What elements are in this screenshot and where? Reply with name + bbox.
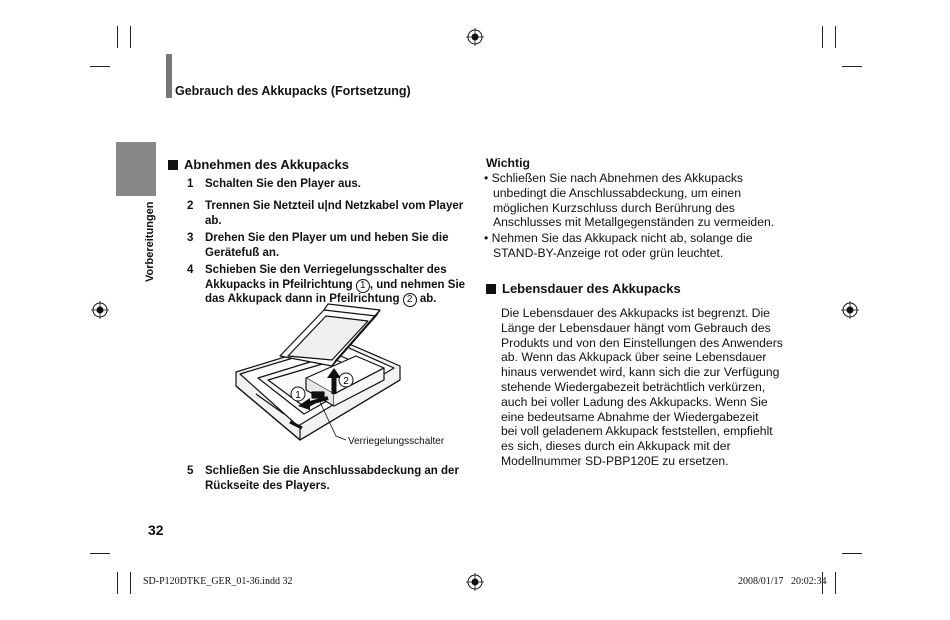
crop-mark xyxy=(130,26,131,48)
section-heading-text: Abnehmen des Akkupacks xyxy=(184,157,349,172)
paragraph-line: auch bei voller Ladung des Akkupacks. Wenn Sie xyxy=(501,394,768,409)
crop-mark xyxy=(835,26,836,48)
section-tab xyxy=(116,142,156,196)
square-bullet-icon xyxy=(486,284,496,294)
crop-mark xyxy=(90,66,110,67)
bullet-line: • Schließen Sie nach Abnehmen des Akkupacks xyxy=(484,171,744,185)
step-number: 3 xyxy=(187,232,194,244)
bullet-line: unbedingt die Anschlussabdeckung, um einen xyxy=(493,185,741,200)
registration-mark-icon xyxy=(91,301,109,319)
step-number: 2 xyxy=(187,200,194,212)
crop-mark xyxy=(90,553,110,554)
step-item xyxy=(187,464,477,494)
bullet-line: Anschlusses mit Metallgegenständen zu vermeiden. xyxy=(493,215,775,230)
print-slug-date: 2008/01/17 xyxy=(738,576,784,587)
step-text: Rückseite des Players. xyxy=(205,479,330,492)
section-heading-remove-battery xyxy=(168,157,349,172)
section-heading-text: Lebensdauer des Akkupacks xyxy=(502,281,681,296)
paragraph-line: stehende Wiedergabezeit beträchtlich verkürzen, xyxy=(501,380,766,394)
step-text: das Akkupack dann in Pfeilrichtung xyxy=(205,293,403,305)
crop-mark xyxy=(842,66,862,67)
print-slug-filename: SD-P120DTKE_GER_01-36.indd 32 xyxy=(143,576,293,587)
bullet-line: möglichen Kurzschluss durch Berührung des xyxy=(493,200,735,215)
circled-number-icon: 1 xyxy=(356,279,370,293)
battery-removal-illustration xyxy=(228,300,450,450)
important-heading: Wichtig xyxy=(486,156,530,170)
paragraph-line: Länge der Lebensdauer hängt vom Gebrauch des xyxy=(501,320,771,335)
registration-mark-icon xyxy=(466,573,484,591)
page-number: 32 xyxy=(148,522,164,538)
step-text: ab. xyxy=(416,293,437,305)
crop-mark xyxy=(117,572,118,594)
step-item xyxy=(187,177,477,193)
step-text: Trennen Sie Netzteil u|nd Netzkabel vom Player xyxy=(205,200,464,212)
bullet-line: • Nehmen Sie das Akkupack nicht ab, solange die xyxy=(484,231,753,245)
crop-mark xyxy=(822,26,823,48)
crop-mark xyxy=(835,572,836,594)
step-text: Schalten Sie den Player aus. xyxy=(205,178,361,190)
paragraph-line: es sich, dieses durch ein Akkupack mit der xyxy=(501,439,731,454)
step-text: Gerätefuß an. xyxy=(205,246,280,259)
step-number: 5 xyxy=(187,465,194,477)
paragraph-line: bei voll geladenem Akkupack feststellen, empfiehlt xyxy=(501,424,773,439)
section-heading-battery-life xyxy=(486,281,681,296)
crop-mark xyxy=(117,26,118,48)
paragraph-line: eine bedeutsame Abnahme der Wiedergabezeit xyxy=(501,409,759,424)
circled-number-icon: 2 xyxy=(403,293,417,307)
figure-label-2: 2 xyxy=(343,376,349,387)
paragraph-line: Produkts und von den Einstellungen des Anwenders xyxy=(501,335,783,350)
figure-label-1: 1 xyxy=(295,390,301,401)
paragraph-line: hinaus verwendet wird, kann sich die zur Verfügung xyxy=(501,365,780,380)
paragraph-line: ab. Wenn das Akkupack über seine Lebensdauer xyxy=(501,350,767,365)
step-item xyxy=(187,199,477,229)
paragraph-line: Die Lebensdauer des Akkupacks ist begrenzt. Die xyxy=(501,306,770,320)
crop-mark xyxy=(130,572,131,594)
step-text: Drehen Sie den Player um und heben Sie die xyxy=(205,232,449,244)
step-number: 1 xyxy=(187,178,194,190)
step-text: Akkupacks in Pfeilrichtung xyxy=(205,278,356,291)
print-slug-time: 20:02:34 xyxy=(791,576,827,587)
step-text: , und nehmen Sie xyxy=(369,278,466,291)
crop-mark xyxy=(842,553,862,554)
page-header-title: Gebrauch des Akkupacks (Fortsetzung) xyxy=(175,84,411,98)
registration-mark-icon xyxy=(466,28,484,46)
step-item xyxy=(187,231,477,261)
square-bullet-icon xyxy=(168,160,178,170)
section-tab-label: Vorbereitungen xyxy=(144,201,156,282)
bullet-line: STAND-BY-Anzeige rot oder grün leuchtet. xyxy=(493,245,724,260)
paragraph-line: Modellnummer SD-PBP120E zu ersetzen. xyxy=(501,454,729,468)
step-text: Schließen Sie die Anschlussabdeckung an der xyxy=(205,465,459,477)
step-text: Schieben Sie den Verriegelungsschalter des xyxy=(205,264,447,276)
step-number: 4 xyxy=(187,264,194,276)
step-text: ab. xyxy=(205,214,222,227)
figure-callout-lock-switch: Verriegelungsschalter xyxy=(348,436,445,447)
registration-mark-icon xyxy=(841,301,859,319)
header-accent-bar xyxy=(166,54,172,98)
